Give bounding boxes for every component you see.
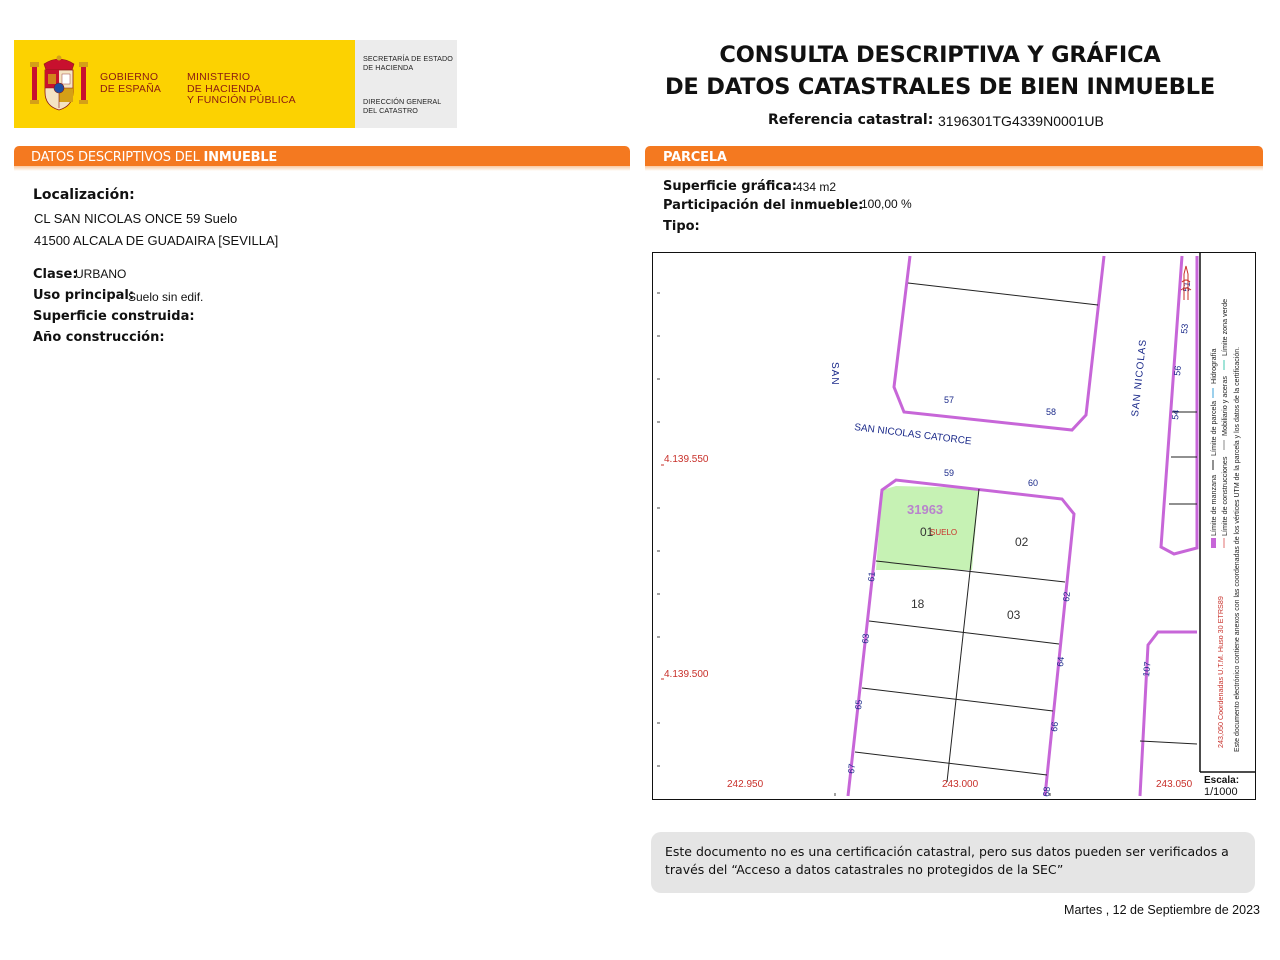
lot-18: 18 <box>911 597 925 611</box>
plot-number: 54 <box>1170 409 1182 421</box>
plot-number: 56 <box>1172 365 1184 377</box>
clase-label: Clase: <box>33 267 78 282</box>
document-date: Martes , 12 de Septiembre de 2023 <box>1064 903 1260 917</box>
plot-number: 51 <box>1181 281 1193 293</box>
secretaria-text: SECRETARÍA DE ESTADO DE HACIENDA <box>363 54 453 72</box>
svg-text:Hidrografía: Hidrografía <box>1209 348 1218 384</box>
plot-number: 62 <box>1061 591 1073 603</box>
svg-text:Límite de parcela: Límite de parcela <box>1209 400 1218 456</box>
svg-text:Límite de construcciones: Límite de construcciones <box>1220 456 1229 536</box>
superficie-grafica-label: Superficie gráfica: <box>663 179 798 194</box>
plot-number: 53 <box>1179 323 1191 335</box>
lot-03: 03 <box>1007 608 1021 622</box>
plot-number: 63 <box>860 633 872 645</box>
svg-text:Límite de manzana: Límite de manzana <box>1209 474 1218 536</box>
escala-value: 1/1000 <box>1204 786 1238 798</box>
plot-number: 67 <box>846 763 858 775</box>
direccion-general-text: DIRECCIÓN GENERAL DEL CATASTRO <box>363 97 442 115</box>
suelo-label: SUELO <box>930 528 958 537</box>
plot-number: 60 <box>1028 478 1039 488</box>
plot-number: 57 <box>944 395 955 405</box>
bottom-right-block-outline <box>1140 632 1197 796</box>
coord-y-4139550: 4.139.550 <box>664 454 709 465</box>
page-title-line2: DE DATOS CATASTRALES DE BIEN INMUEBLE <box>664 74 1216 100</box>
plot-number: 66 <box>1049 721 1061 733</box>
datos-descriptivos-title: DATOS DESCRIPTIVOS DEL INMUEBLE <box>31 150 278 165</box>
svg-text:Límite zona verde: Límite zona verde <box>1220 298 1229 356</box>
ministerio-text: MINISTERIO DE HACIENDA Y FUNCIÓN PÚBLICA <box>187 71 296 106</box>
svg-text:Mobiliario y aceras: Mobiliario y aceras <box>1220 376 1229 436</box>
ano-construccion-label: Año construcción: <box>33 330 165 345</box>
plot-number: 64 <box>1055 656 1067 668</box>
parcela-bar <box>645 146 1263 168</box>
street-san: SAN <box>829 362 840 386</box>
plot-number: 59 <box>944 468 955 478</box>
escala-label: Escala: <box>1204 775 1240 786</box>
plot-number: 58 <box>1046 407 1057 417</box>
clase-value: URBANO <box>75 267 127 281</box>
lot-02: 02 <box>1015 535 1029 549</box>
superficie-grafica-value: 434 m2 <box>796 180 837 194</box>
legend-coordinates: 243,050 Coordenadas U.T.M. Huso 30 ETRS89 <box>1216 596 1225 748</box>
coat-of-arms-icon <box>28 52 90 114</box>
gobierno-de-espana-text: GOBIERNO DE ESPAÑA <box>100 71 162 95</box>
parcel-number-31963: 31963 <box>907 502 944 517</box>
street-san-nicolas: SAN NICOLAS <box>1130 338 1150 418</box>
street-san-nicolas-catorce: SAN NICOLAS CATORCE <box>853 422 973 448</box>
disclaimer-line1: Este documento no es una certificación catastral, pero sus datos pueden ser verificados a <box>665 844 1229 859</box>
uso-principal-value: Suelo sin edif. <box>128 290 204 304</box>
plot-number: 107 <box>1141 661 1153 678</box>
disclaimer-line2: través del “Acceso a datos catastrales no protegidos de la SEC” <box>665 862 1064 877</box>
participacion-value: 100,00 % <box>861 197 912 211</box>
upper-block-division <box>908 283 1098 305</box>
upper-block-outline <box>894 256 1104 430</box>
referencia-value: 3196301TG4339N0001UB <box>938 113 1104 129</box>
plot-number: 65 <box>853 699 865 711</box>
plot-number: 68 <box>1041 786 1053 798</box>
plot-number: 61 <box>866 571 878 583</box>
coord-y-4139500: 4.139.500 <box>664 669 709 680</box>
coord-x-243050: 243.050 <box>1156 779 1193 790</box>
superficie-construida-label: Superficie construida: <box>33 309 195 324</box>
right-strip-outline <box>1161 256 1197 554</box>
coord-x-243000: 243.000 <box>942 779 979 790</box>
uso-principal-label: Uso principal: <box>33 288 135 303</box>
parcela-title: PARCELA <box>663 150 727 165</box>
page-title-line1: CONSULTA DESCRIPTIVA Y GRÁFICA <box>719 42 1161 68</box>
tipo-label: Tipo: <box>663 219 700 234</box>
address-line1: CL SAN NICOLAS ONCE 59 Suelo <box>34 211 238 226</box>
referencia-label: Referencia catastral: <box>768 112 934 128</box>
map-legend <box>1209 299 1229 548</box>
cadastral-map[interactable] <box>652 252 1256 800</box>
participacion-label: Participación del inmueble: <box>663 198 864 213</box>
address-line2: 41500 ALCALA DE GUADAIRA [SEVILLA] <box>34 233 279 248</box>
localizacion-label: Localización: <box>33 187 135 203</box>
parcela-bar-shadow <box>645 166 1263 171</box>
lot-01: 01 <box>920 525 934 539</box>
legend-note: Este documento electrónico contiene anexos con las coordenadas de los vértices UTM de la parcela y los datos de la certificación. <box>1234 346 1241 752</box>
datos-descriptivos-bar-shadow <box>14 166 630 171</box>
coord-x-242950: 242.950 <box>727 779 764 790</box>
